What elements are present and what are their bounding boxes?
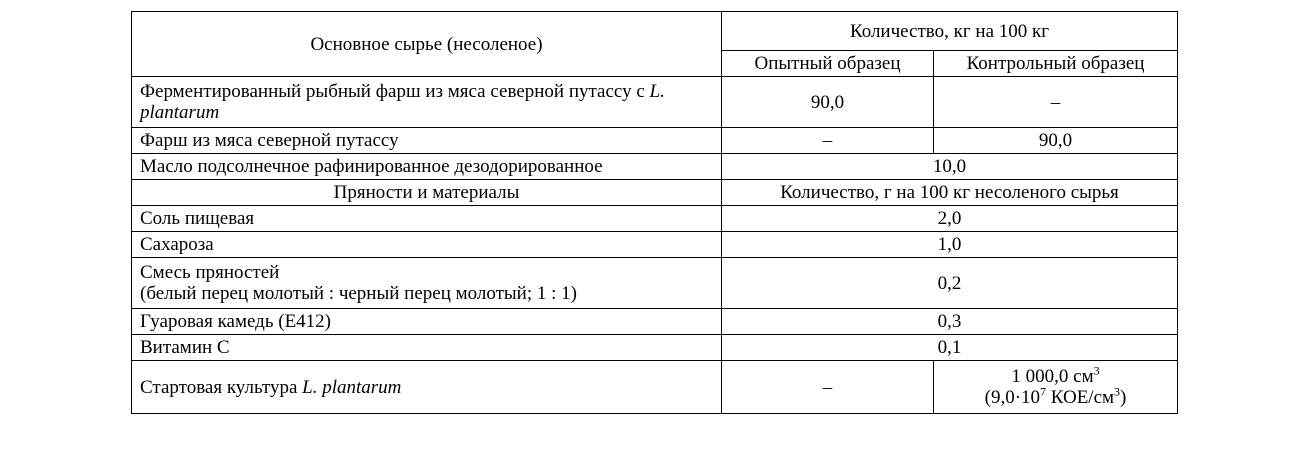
row-name: Гуаровая камедь (Е412)	[132, 309, 722, 335]
row-name-line1: Смесь пряностей	[140, 262, 280, 283]
cell-experimental: –	[722, 361, 934, 414]
table-row	[132, 206, 1178, 232]
cell-value: 0,1	[722, 335, 1178, 361]
row-name	[132, 77, 722, 128]
starter-conc-unit: КОЕ/см	[1046, 387, 1115, 408]
table-row	[132, 258, 1178, 309]
recipe-table	[131, 11, 1178, 414]
table-row	[132, 361, 1178, 414]
row-name-italic: L. plantarum	[140, 81, 665, 123]
table-row	[132, 77, 1178, 128]
row-name: Масло подсолнечное рафинированное дезодорированное	[132, 154, 722, 180]
row-name: Сахароза	[132, 232, 722, 258]
cell-value: 0,2	[722, 258, 1178, 309]
starter-amount-value: 1 000,0 см	[1011, 366, 1094, 387]
table-row	[132, 335, 1178, 361]
header-raw-material: Основное сырье (несоленое)	[132, 12, 722, 77]
row-name: Витамин С	[132, 335, 722, 361]
subheader-row	[132, 180, 1178, 206]
cell-value: 2,0	[722, 206, 1178, 232]
cell-control: 90,0	[934, 128, 1178, 154]
subheader-spices: Пряности и материалы	[132, 180, 722, 206]
row-name-text: Ферментированный рыбный фарш из мяса северной путассу с	[140, 81, 650, 102]
row-name: Соль пищевая	[132, 206, 722, 232]
cell-value: 10,0	[722, 154, 1178, 180]
starter-concentration	[942, 384, 1169, 408]
row-name-text: Стартовая культура	[140, 376, 303, 398]
row-name	[132, 361, 722, 414]
table-row	[132, 232, 1178, 258]
cell-control: –	[934, 77, 1178, 128]
starter-conc-exp: 7	[1040, 384, 1047, 399]
cell-experimental: 90,0	[722, 77, 934, 128]
row-name-italic: L. plantarum	[302, 376, 402, 398]
starter-conc-open: (9,0·10	[984, 387, 1041, 408]
table-row	[132, 128, 1178, 154]
subheader-quantity-g: Количество, г на 100 кг несоленого сырья	[722, 180, 1178, 206]
table-row	[132, 309, 1178, 335]
header-experimental: Опытный образец	[722, 51, 934, 77]
cell-value: 0,3	[722, 309, 1178, 335]
starter-amount-sup: 3	[1093, 363, 1100, 378]
header-row	[132, 12, 1178, 51]
row-name-line2: (белый перец молотый : черный перец молотый; 1 : 1)	[140, 283, 577, 304]
starter-conc-close: )	[1120, 387, 1127, 408]
starter-conc-unit-sup: 3	[1114, 384, 1121, 399]
row-name: Фарш из мяса северной путассу	[132, 128, 722, 154]
cell-experimental: –	[722, 128, 934, 154]
header-quantity-kg: Количество, кг на 100 кг	[722, 12, 1178, 51]
cell-control	[934, 361, 1178, 414]
table-row	[132, 154, 1178, 180]
header-control: Контрольный образец	[934, 51, 1178, 77]
cell-value: 1,0	[722, 232, 1178, 258]
row-name	[132, 258, 722, 309]
starter-amount	[942, 363, 1169, 387]
